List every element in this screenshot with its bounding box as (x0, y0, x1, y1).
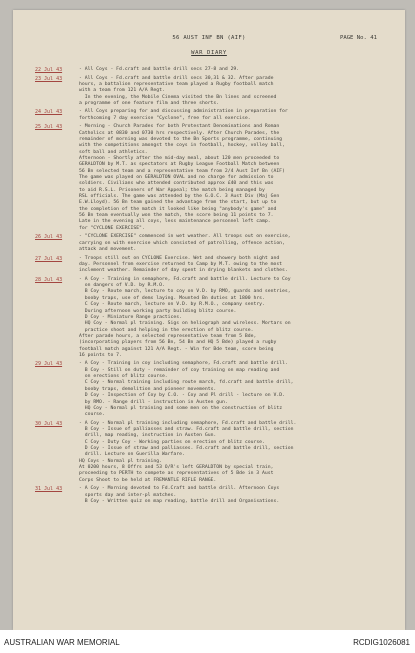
diary-entry (35, 256, 383, 275)
archive-name: AUSTRALIAN WAR MEMORIAL (4, 638, 120, 647)
entry-date: 29 Jul 43 (35, 361, 63, 368)
diary-entry (35, 109, 383, 122)
entry-text: - All Coys - Fd.craft and battle drill secs 27-8 and 29. (79, 67, 240, 72)
entry-text: - All Coys preparing for and discussing administration in preparation for forthcoming 7 day exercise "Cyclone", free for all exercise. (79, 109, 288, 121)
diary-entry (35, 76, 383, 108)
entry-text: - A Coy - Morning devoted to Fd.Craft and battle drill. Afternoon Coys sports day and inter-pl matches. B Coy - Written quiz on map reading, battle drill and Organisations. (79, 486, 280, 505)
entry-date: 28 Jul 43 (35, 276, 63, 283)
document-title: WAR DIARY (191, 50, 227, 56)
diary-page (13, 10, 405, 630)
entry-date: 27 Jul 43 (35, 255, 63, 262)
entry-date: 24 Jul 43 (35, 109, 63, 116)
diary-entry (35, 67, 383, 73)
entry-text: - All Coys - Fd.craft and battle drill secs 30,31 & 32. After parade hours, a battalion representative team played a Rugby football match with a team from 121 A/A Regt. In the evening, the Mobile Cinema visited the Bn lines and screened a programme of one feature film and three shorts. (79, 75, 277, 106)
entry-text: - "CYCLONE EXERCISE" commenced in wet weather. All troops out on exercise, carrying on with exercise which consisted of patrolling, offence action, attack and movement. (79, 234, 291, 253)
entry-date: 25 Jul 43 (35, 124, 63, 131)
diary-entry (35, 421, 383, 484)
diary-entry (35, 361, 383, 418)
entry-text: - A Coy - Normal pl training including semaphore, Fd.craft and battle drill. B Coy - Issue of palliasses and straw. Fd.craft and battle drill, section drill, map reading, instruction in Austen Gun. C Coy - Duty Coy - Working parties on erection of blitz course. D Coy - Issue of straw and palliasses. Fd.craft and battle drill, section drill. Lecture on Guerilla Warfare. HQ Coys - Normal pl training. At 0200 hours, 8 Offrs and 53 O/R's left GERALDTON by special train, proceeding to PERTH to compete as representatives of 5 Bde in 3 Aust Corps Shoot to be held at FREMANTLE RIFLE RANGE. (79, 420, 297, 483)
entry-date: 30 Jul 43 (35, 420, 63, 427)
entry-text: - A Coy - Training in semaphore, Fd.craft and battle drill. Lecture to Coy on dangers of V.D. by R.M.O. B Coy - Route march, lecture to coy on V.D. by RMO, guards and sentries, booby traps, use of dems laying. Mounted Bn duties at 1800 hrs. C Coy - Route march, lecture on V.D. by R.M.O., company sentry. During afternoon working party building blitz course. D Coy - Miniature Range practices. HQ Coy - Normal pl training. Sigs on heliograph and wireless. Mortars on practice shoot and helping in the erection of blitz course. After parade hours, a selected representative team from 5 Bde, (incorporating players from 56 Bn, 54 Bn and HQ 5 Bde) played a rugby football match against 121 A/A Regt. - Win for Bde team, score being 16 points to 7. (79, 276, 291, 358)
entry-date: 23 Jul 43 (35, 75, 63, 82)
unit-heading: 56 AUST INF BN (AIF) (172, 35, 246, 41)
entry-text: - A Coy - Training in coy including semaphore, Fd.craft and battle drill. B Coy - Still on duty - remainder of coy training on map reading and on erections of blitz course. C Coy - Normal training including route march, fd.craft and battle drill, booby traps, demolition and pioneer movements. D Coy - Inspection of Coy by C.O. - Coy and Pl drill - lecture on V.D. by RMO. - Range drill - instruction in Austen gun. HQ Coy - Normal pl training and some men on the construction of blitz course. (79, 361, 294, 418)
diary-entry (35, 277, 383, 359)
entry-date: 22 Jul 43 (35, 67, 63, 73)
archive-footer (0, 630, 415, 653)
record-id: RCDIG1026081 (353, 638, 410, 647)
diary-entry (35, 234, 383, 253)
diary-entry (35, 124, 383, 232)
diary-entry (35, 486, 383, 505)
entry-date: 31 Jul 43 (35, 486, 63, 493)
entry-text: - Troops still out on CYCLONE Exercise. Wet and showery both night and day. Personnel from exercise returned to Camp by M.T. owing to the most inclement weather. Remainder of day spent in drying blankets and clothes. (79, 255, 288, 274)
diary-entries (35, 67, 383, 508)
entry-date: 26 Jul 43 (35, 234, 63, 241)
page-number: PAGE No. 41 (339, 35, 377, 41)
entry-text: - Morning - Church Parades for both Protestant Denominations and Roman Catholics at 0830 and 0730 hrs respectively. After Church Parades, the remainder of morning was devoted to the Bn Sports programme, continuing with the competitions amongst the coys in football, hockey, volley ball, soft ball and athletics. Afternoon - Shortly after the mid-day meal, about 120 men proceeded to GERALDTON by M.T. as spectators at Rugby League Football Match between 56 Bn selected team and a representative team from 2/4 Aust Inf Bn (AIF) The game was played on GERALDTON OVAL and no charge for admission to soldiers. Civilians who attended contributed approx £40 and this was to aid R.S.L. Prisoners of War Appeal; the match being managed by RSL officials. The game was attended by the G.O.C. 3 Aust Div (Maj Gen E.W.Lloyd). 56 Bn team gained the advantage from the start, but up to the completion of the match it looked like being "anybody's game" and 56 Bn team eventually won the match, the score being 11 points to 7. Late in the evening all coys, less maintenance personnel left camp. for "CYCLONE EXERCISE". (79, 124, 285, 231)
